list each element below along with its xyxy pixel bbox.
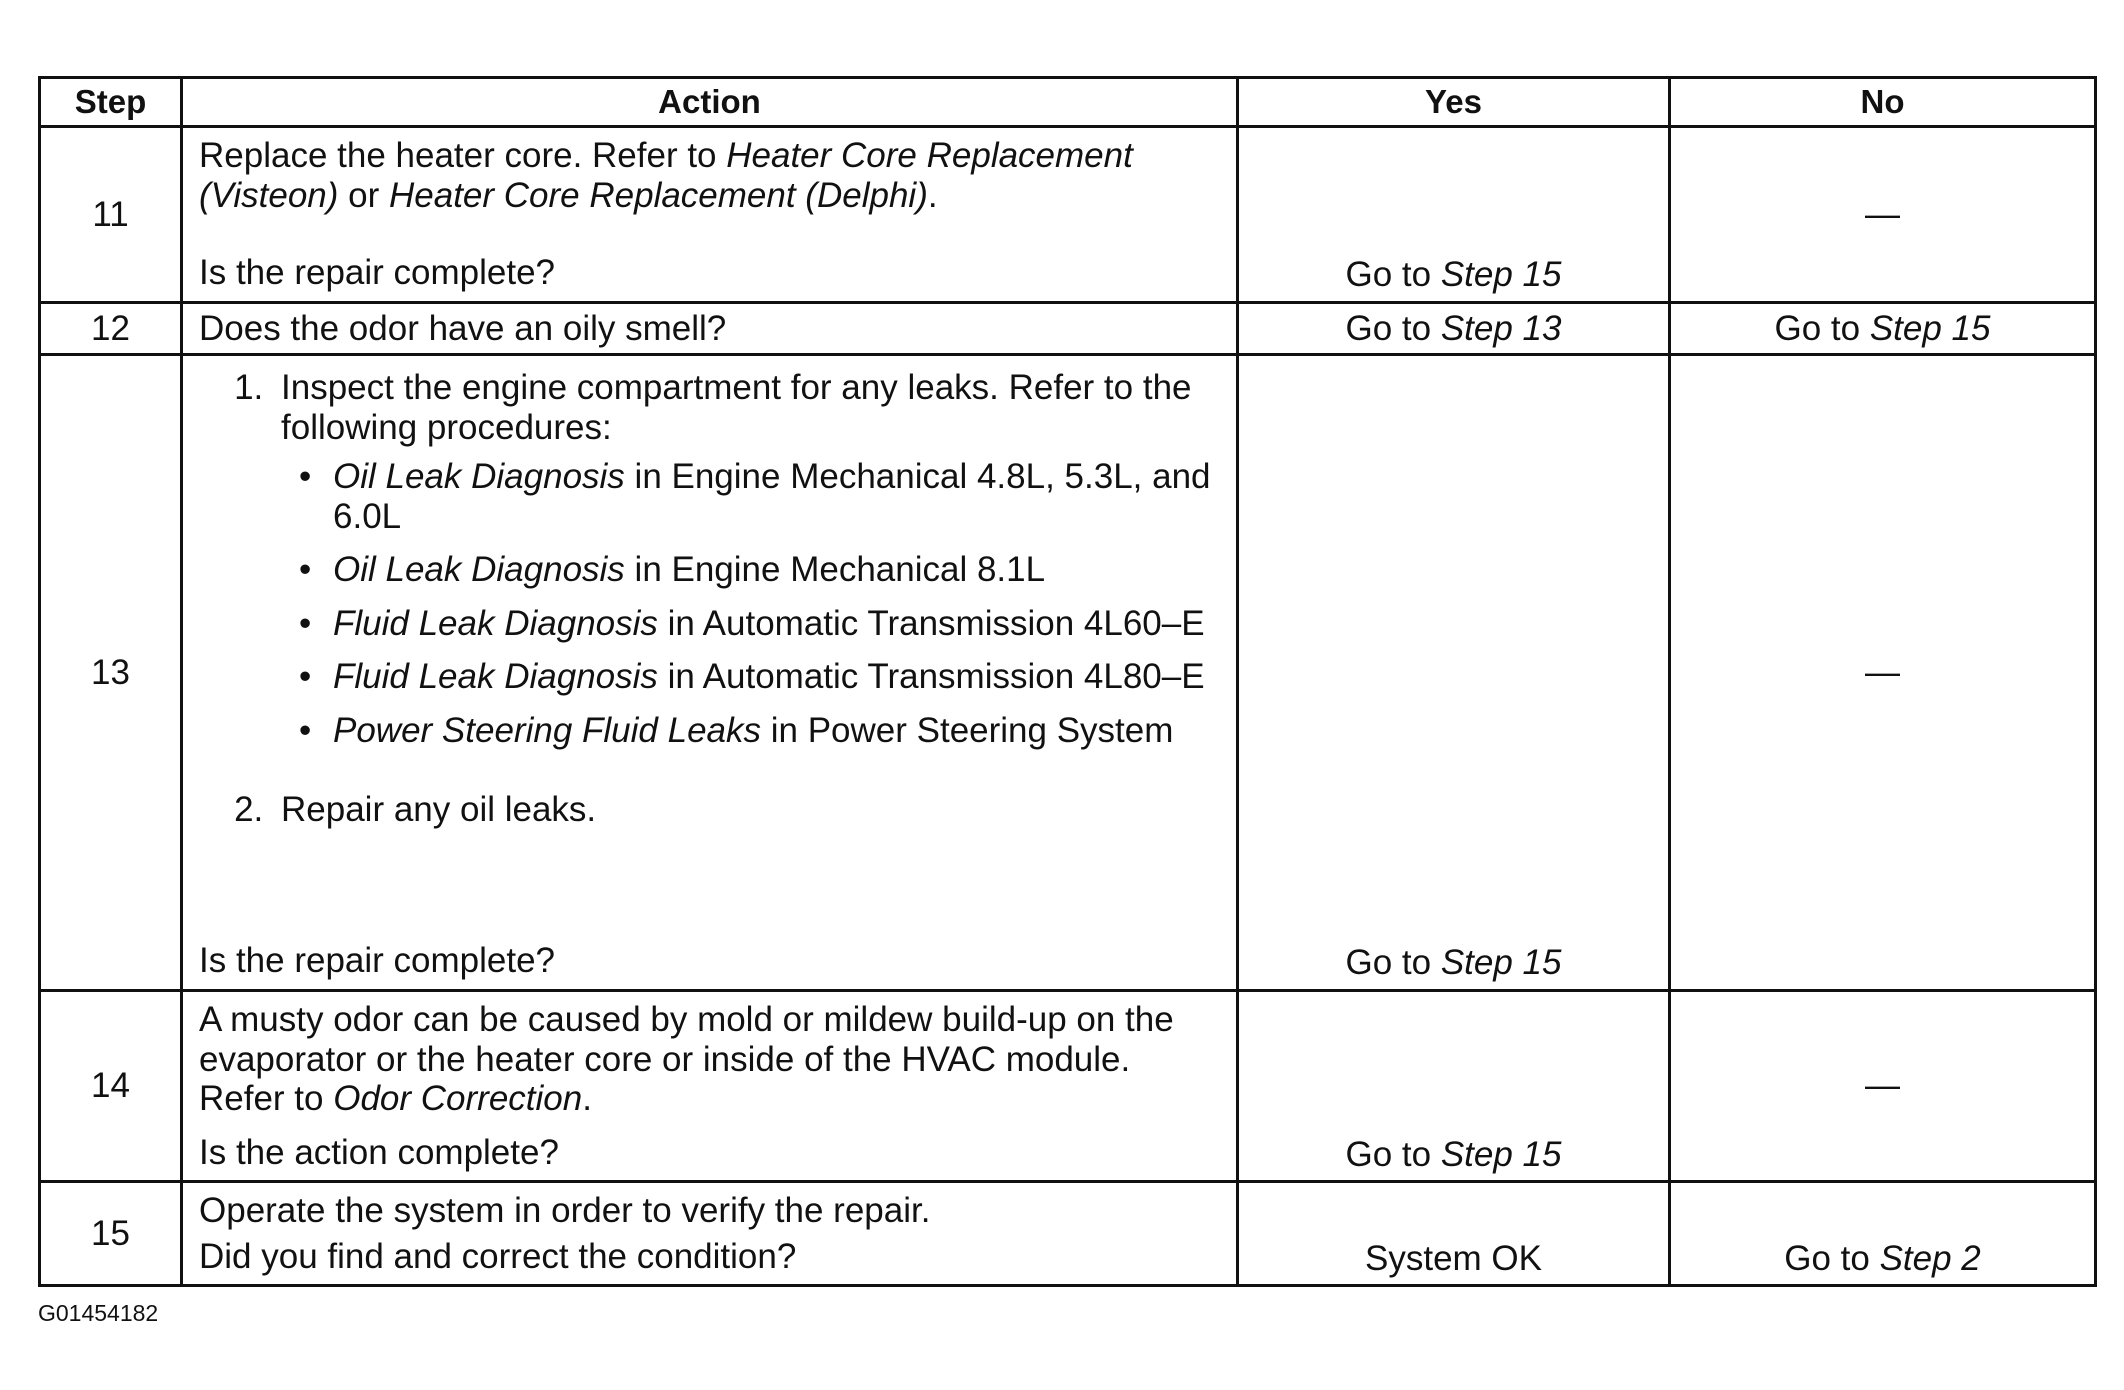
step-reference: Step 15: [1440, 255, 1562, 295]
no-cell: [1670, 355, 2096, 991]
question-text: Did you find and correct the condition?: [199, 1236, 797, 1276]
yes-cell: Go to Step 15: [1238, 355, 1670, 991]
instruction-item: 2. Repair any oil leaks.: [273, 790, 1218, 830]
header-no: No: [1670, 78, 2096, 127]
action-cell: [182, 127, 1238, 303]
step-reference: Step 15: [1440, 943, 1562, 983]
action-cell: [182, 991, 1238, 1182]
action-text: Replace the heater core. Refer to Heater Core Replacement (Visteon) or Heater Core Replacement (Delphi).: [199, 136, 1133, 215]
step-number: 11: [40, 127, 182, 303]
action-text: A musty odor can be caused by mold or mildew build-up on the evaporator or the heater core or inside of the HVAC module. Refer to Odor Correction.: [199, 1000, 1174, 1119]
action-cell: [182, 355, 1238, 991]
table-row: [40, 303, 2096, 355]
procedure-item: • Power Steering Fluid Leaks in Power Steering System: [299, 710, 1174, 750]
step-reference: Step 15: [1440, 1134, 1562, 1174]
step-reference: Step 15: [1869, 308, 1991, 348]
no-cell: Go to Step 2: [1670, 1182, 2096, 1286]
procedure-list: [281, 457, 1218, 750]
table-row: [40, 127, 2096, 303]
step-number: 13: [40, 355, 182, 991]
procedure-item: • Fluid Leak Diagnosis in Automatic Transmission 4L60–E: [299, 603, 1205, 643]
header-yes: Yes: [1238, 78, 1670, 127]
dash: —: [1865, 1066, 1900, 1106]
step-reference: Step 13: [1440, 308, 1562, 348]
step-number: 14: [40, 991, 182, 1182]
procedure-item: • Oil Leak Diagnosis in Engine Mechanical 8.1L: [299, 550, 1046, 590]
instruction-list: [199, 368, 1218, 830]
no-cell: [1670, 127, 2096, 303]
action-cell: [182, 1182, 1238, 1286]
dash: —: [1865, 194, 1900, 234]
action-cell: [182, 303, 1238, 355]
question-text: Does the odor have an oily smell?: [199, 308, 727, 348]
diagnostic-table: [38, 76, 2097, 1287]
table-row: [40, 991, 2096, 1182]
step-reference: Step 2: [1879, 1238, 1981, 1278]
no-cell: [1670, 991, 2096, 1182]
yes-cell: Go to Step 13: [1238, 303, 1670, 355]
instruction-item: 1. Inspect the engine compartment for any leaks. Refer to the following procedures: • Oil Leak Diagnosis in Engine Mechanical 4.8L, 5.3L, and 6.0L • Oil Leak Diagnosis in Engine Mechanical 8.1L • Fluid Leak Diagnosis in Automatic Transmission 4L60–E • Fluid Leak Diagnosis in Automatic Transmission 4L80–E • Power Steering Fluid Leaks in Power Steering System: [273, 368, 1218, 750]
action-text: Operate the system in order to verify the repair.: [199, 1191, 931, 1231]
no-cell: Go to Step 15: [1670, 303, 2096, 355]
yes-cell: [1238, 1182, 1670, 1286]
question-text: Is the repair complete?: [199, 941, 556, 981]
procedure-reference: Odor Correction: [333, 1079, 583, 1119]
question-text: Is the repair complete?: [199, 253, 556, 293]
figure-id: G01454182: [38, 1300, 159, 1326]
procedure-reference: Heater Core Replacement (Visteon): [199, 136, 1133, 215]
procedure-reference: Heater Core Replacement (Delphi): [389, 175, 928, 215]
step-number: 15: [40, 1182, 182, 1286]
procedure-item: • Fluid Leak Diagnosis in Automatic Transmission 4L80–E: [299, 657, 1205, 697]
table-row: [40, 1182, 2096, 1286]
header-row: [40, 78, 2096, 127]
header-step: Step: [40, 78, 182, 127]
procedure-item: • Oil Leak Diagnosis in Engine Mechanical 4.8L, 5.3L, and 6.0L: [299, 457, 1211, 536]
system-ok-text: System OK: [1365, 1238, 1542, 1278]
yes-cell: Go to Step 15: [1238, 991, 1670, 1182]
yes-cell: Go to Step 15: [1238, 127, 1670, 303]
dash: —: [1865, 652, 1900, 692]
question-text: Is the action complete?: [199, 1132, 559, 1172]
step-number: 12: [40, 303, 182, 355]
header-action: Action: [182, 78, 1238, 127]
table-row: [40, 355, 2096, 991]
